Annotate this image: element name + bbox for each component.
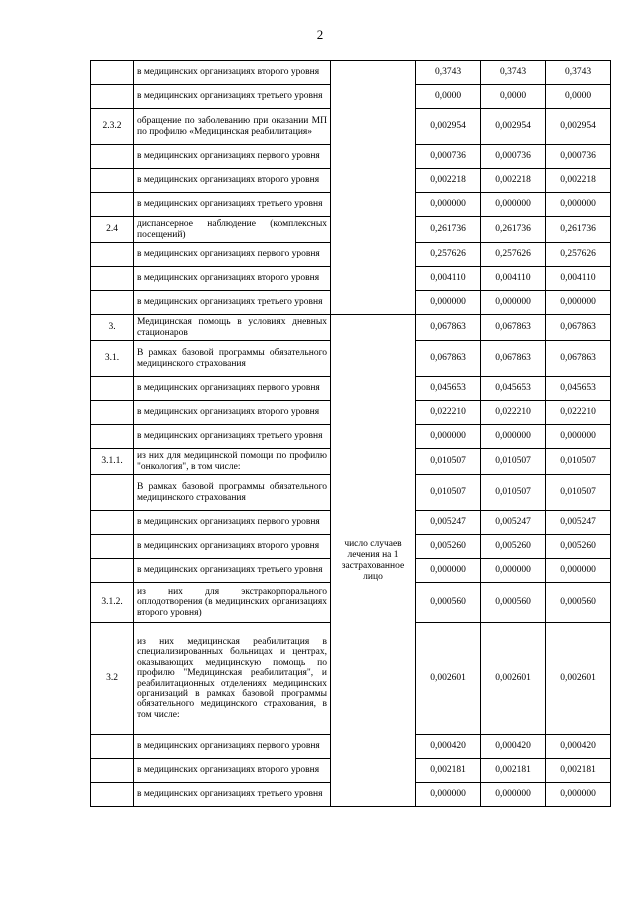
row-description: Медицинская помощь в условиях дневных стационаров xyxy=(134,315,331,341)
value-cell-year-3: 0,002181 xyxy=(546,759,611,783)
value-cell-year-2: 0,005247 xyxy=(481,511,546,535)
value-cell-year-2: 0,005260 xyxy=(481,535,546,559)
value-cell-year-3: 0,000560 xyxy=(546,583,611,623)
value-cell-year-3: 0,000736 xyxy=(546,145,611,169)
value-cell-year-2: 0,0000 xyxy=(481,85,546,109)
row-description: в медицинских организациях второго уровня xyxy=(134,267,331,291)
row-description: в медицинских организациях третьего уровня xyxy=(134,291,331,315)
row-description: в медицинских организациях третьего уровня xyxy=(134,85,331,109)
unit-label: число случаев лечения на 1 застрахованное лицо xyxy=(331,315,416,807)
row-number xyxy=(91,243,134,267)
value-cell-year-3: 0,257626 xyxy=(546,243,611,267)
value-cell-year-2: 0,000000 xyxy=(481,425,546,449)
value-cell-year-1: 0,002181 xyxy=(416,759,481,783)
value-cell-year-1: 0,000000 xyxy=(416,425,481,449)
row-number xyxy=(91,85,134,109)
row-number xyxy=(91,475,134,511)
row-number xyxy=(91,267,134,291)
row-number: 2.4 xyxy=(91,217,134,243)
value-cell-year-2: 0,000560 xyxy=(481,583,546,623)
value-cell-year-1: 0,004110 xyxy=(416,267,481,291)
value-cell-year-3: 0,005260 xyxy=(546,535,611,559)
table-row xyxy=(91,315,611,341)
table-row xyxy=(91,61,611,85)
value-cell-year-3: 0,002601 xyxy=(546,623,611,735)
row-number xyxy=(91,535,134,559)
row-description: в медицинских организациях третьего уровня xyxy=(134,193,331,217)
row-description: в медицинских организациях первого уровня xyxy=(134,145,331,169)
row-number xyxy=(91,401,134,425)
page-number: 2 xyxy=(316,27,324,42)
value-cell-year-3: 0,045653 xyxy=(546,377,611,401)
value-cell-year-1: 0,000000 xyxy=(416,783,481,807)
row-description: в медицинских организациях второго уровня xyxy=(134,401,331,425)
norms-table xyxy=(90,60,611,807)
row-number xyxy=(91,291,134,315)
value-cell-year-2: 0,3743 xyxy=(481,61,546,85)
value-cell-year-2: 0,002218 xyxy=(481,169,546,193)
value-cell-year-3: 0,022210 xyxy=(546,401,611,425)
value-cell-year-2: 0,067863 xyxy=(481,341,546,377)
value-cell-year-2: 0,022210 xyxy=(481,401,546,425)
row-description: из них медицинская реабилитация в специализированных больницах и центрах, оказывающих медицинскую помощь по профилю "Медицинская реабилитация", и реабилитационных отделениях медицинских организаций в рамках базовой программы обязательного медицинского страхования, в том числе: xyxy=(134,623,331,735)
value-cell-year-3: 0,261736 xyxy=(546,217,611,243)
value-cell-year-3: 0,000000 xyxy=(546,783,611,807)
value-cell-year-2: 0,000736 xyxy=(481,145,546,169)
value-cell-year-1: 0,005260 xyxy=(416,535,481,559)
row-number xyxy=(91,169,134,193)
unit-cell-blank xyxy=(331,61,416,315)
row-description: из них для экстракорпорального оплодотворения (в медицинских организациях второго уровня) xyxy=(134,583,331,623)
row-description: В рамках базовой программы обязательного медицинского страхования xyxy=(134,475,331,511)
row-description: в медицинских организациях второго уровня xyxy=(134,535,331,559)
value-cell-year-3: 0,000000 xyxy=(546,559,611,583)
row-description: в медицинских организациях третьего уровня xyxy=(134,425,331,449)
value-cell-year-2: 0,000420 xyxy=(481,735,546,759)
row-description: в медицинских организациях второго уровня xyxy=(134,169,331,193)
row-number: 3.1.2. xyxy=(91,583,134,623)
value-cell-year-3: 0,3743 xyxy=(546,61,611,85)
row-number xyxy=(91,559,134,583)
value-cell-year-2: 0,010507 xyxy=(481,475,546,511)
row-number: 3.1.1. xyxy=(91,449,134,475)
value-cell-year-1: 0,000560 xyxy=(416,583,481,623)
value-cell-year-3: 0,000420 xyxy=(546,735,611,759)
row-description: В рамках базовой программы обязательного медицинского страхования xyxy=(134,341,331,377)
value-cell-year-3: 0,000000 xyxy=(546,193,611,217)
value-cell-year-1: 0,000000 xyxy=(416,559,481,583)
value-cell-year-2: 0,002601 xyxy=(481,623,546,735)
value-cell-year-2: 0,010507 xyxy=(481,449,546,475)
value-cell-year-1: 0,045653 xyxy=(416,377,481,401)
row-description: из них для медицинской помощи по профилю "онкология", в том числе: xyxy=(134,449,331,475)
value-cell-year-1: 0,002218 xyxy=(416,169,481,193)
value-cell-year-3: 0,000000 xyxy=(546,425,611,449)
row-number: 2.3.2 xyxy=(91,109,134,145)
row-description: в медицинских организациях первого уровня xyxy=(134,511,331,535)
row-description: в медицинских организациях третьего уровня xyxy=(134,783,331,807)
value-cell-year-2: 0,045653 xyxy=(481,377,546,401)
value-cell-year-2: 0,004110 xyxy=(481,267,546,291)
value-cell-year-1: 0,002954 xyxy=(416,109,481,145)
value-cell-year-3: 0,000000 xyxy=(546,291,611,315)
value-cell-year-3: 0,010507 xyxy=(546,475,611,511)
value-cell-year-1: 0,067863 xyxy=(416,341,481,377)
value-cell-year-3: 0,067863 xyxy=(546,341,611,377)
row-description: в медицинских организациях третьего уровня xyxy=(134,559,331,583)
value-cell-year-2: 0,000000 xyxy=(481,291,546,315)
value-cell-year-2: 0,257626 xyxy=(481,243,546,267)
value-cell-year-2: 0,067863 xyxy=(481,315,546,341)
row-description: в медицинских организациях второго уровня xyxy=(134,759,331,783)
value-cell-year-1: 0,010507 xyxy=(416,449,481,475)
value-cell-year-2: 0,002181 xyxy=(481,759,546,783)
value-cell-year-1: 0,3743 xyxy=(416,61,481,85)
value-cell-year-3: 0,005247 xyxy=(546,511,611,535)
row-description: в медицинских организациях первого уровня xyxy=(134,377,331,401)
row-number xyxy=(91,145,134,169)
row-number: 3. xyxy=(91,315,134,341)
value-cell-year-1: 0,261736 xyxy=(416,217,481,243)
row-number xyxy=(91,193,134,217)
row-number xyxy=(91,735,134,759)
row-description: в медицинских организациях второго уровня xyxy=(134,61,331,85)
value-cell-year-1: 0,257626 xyxy=(416,243,481,267)
row-description: в медицинских организациях первого уровня xyxy=(134,243,331,267)
row-number xyxy=(91,783,134,807)
value-cell-year-2: 0,000000 xyxy=(481,783,546,807)
value-cell-year-1: 0,000736 xyxy=(416,145,481,169)
row-number xyxy=(91,61,134,85)
value-cell-year-1: 0,002601 xyxy=(416,623,481,735)
value-cell-year-1: 0,022210 xyxy=(416,401,481,425)
value-cell-year-3: 0,067863 xyxy=(546,315,611,341)
value-cell-year-2: 0,000000 xyxy=(481,193,546,217)
row-number: 3.2 xyxy=(91,623,134,735)
value-cell-year-1: 0,000000 xyxy=(416,291,481,315)
value-cell-year-1: 0,000000 xyxy=(416,193,481,217)
table-body xyxy=(91,61,611,807)
value-cell-year-1: 0,067863 xyxy=(416,315,481,341)
row-description: обращение по заболеванию при оказании МП по профилю «Медицинская реабилитация» xyxy=(134,109,331,145)
value-cell-year-2: 0,261736 xyxy=(481,217,546,243)
value-cell-year-1: 0,005247 xyxy=(416,511,481,535)
value-cell-year-1: 0,0000 xyxy=(416,85,481,109)
row-number xyxy=(91,511,134,535)
row-description: диспансерное наблюдение (комплексных посещений) xyxy=(134,217,331,243)
row-number xyxy=(91,377,134,401)
value-cell-year-3: 0,002218 xyxy=(546,169,611,193)
row-number xyxy=(91,425,134,449)
value-cell-year-1: 0,000420 xyxy=(416,735,481,759)
value-cell-year-3: 0,010507 xyxy=(546,449,611,475)
value-cell-year-1: 0,010507 xyxy=(416,475,481,511)
value-cell-year-2: 0,002954 xyxy=(481,109,546,145)
row-number xyxy=(91,759,134,783)
value-cell-year-3: 0,004110 xyxy=(546,267,611,291)
value-cell-year-2: 0,000000 xyxy=(481,559,546,583)
row-number: 3.1. xyxy=(91,341,134,377)
row-description: в медицинских организациях первого уровня xyxy=(134,735,331,759)
value-cell-year-3: 0,0000 xyxy=(546,85,611,109)
value-cell-year-3: 0,002954 xyxy=(546,109,611,145)
